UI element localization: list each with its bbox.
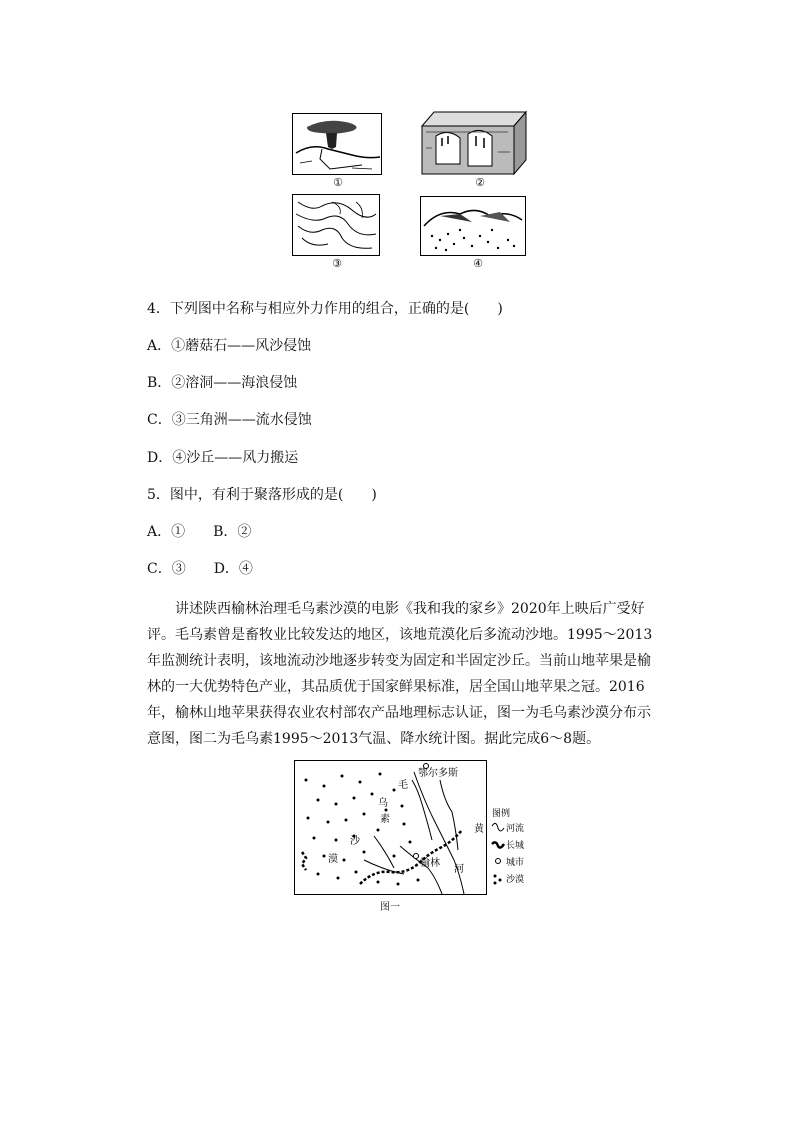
- question-4-option-a: A．①蘑菇石——风沙侵蚀: [147, 338, 312, 354]
- map-legend-river: 河流: [506, 824, 525, 834]
- question-5-stem: 5．图中，有利于聚落形成的是( ): [147, 487, 377, 503]
- question-5-options-row1: A．① B．②: [147, 524, 252, 540]
- figure-2-cave-block: [418, 108, 528, 175]
- map-legend-city: 城市: [506, 858, 525, 868]
- figure-3-caption: ③: [332, 257, 342, 270]
- figure-2-caption: ②: [475, 176, 485, 189]
- map-legend-title: 图例: [492, 809, 511, 819]
- question-4-stem: 4．下列图中名称与相应外力作用的组合，正确的是( ): [147, 301, 503, 317]
- river-legend-icon: [492, 823, 504, 831]
- map-label-sha: 沙: [350, 836, 360, 847]
- map-label-he: 河: [454, 864, 464, 875]
- reading-passage: 讲述陕西榆林治理毛乌素沙漠的电影《我和我的家乡》2020年上映后广受好评。毛乌素曾是畜牧业比较发达的地区，该地荒漠化后多流动沙地。1995～2013年监测统计表明，该地流动沙地逐步转变为固定和半固定沙丘。当前山地苹果是榆林的一大优势特色产业，其品质优于国家鲜果标准，居全国山地苹果之冠。2016年，榆林山地苹果获得农业农村部农产品地理标志认证，图一为毛乌素沙漠分布示意图，图二为毛乌素1995～2013气温、降水统计图。据此完成6～8题。: [147, 601, 653, 747]
- question-4-option-c: C．③三角洲——流水侵蚀: [147, 412, 312, 428]
- figure-4-caption: ④: [473, 257, 483, 270]
- figure-3-delta: [292, 194, 380, 256]
- map-legend-great-wall: 长城: [506, 841, 525, 851]
- map-label-huang: 黄: [474, 824, 484, 835]
- figure-1-caption: ①: [333, 176, 343, 189]
- mu-us-desert-map: [294, 760, 534, 902]
- question-5-options-row2: C．③ D．④: [147, 561, 253, 577]
- desert-legend-icon: [494, 875, 502, 885]
- question-4-option-d: D．④沙丘——风力搬运: [147, 450, 299, 466]
- map-city-yulin: [414, 854, 419, 859]
- city-legend-icon: [496, 859, 501, 864]
- map-label-yulin: 榆林: [420, 858, 440, 869]
- map-label-mo: 漠: [328, 854, 338, 865]
- figure-1-mushroom-rock: [292, 113, 382, 175]
- great-wall-legend-icon: [492, 842, 504, 847]
- map-label-mao: 毛: [398, 780, 408, 791]
- map-label-wu: 乌: [378, 798, 388, 809]
- map-label-su: 素: [380, 814, 390, 825]
- figure-4-sand-dunes: [420, 196, 526, 256]
- question-4-option-b: B．②溶洞——海浪侵蚀: [147, 375, 298, 391]
- map-legend-desert: 沙漠: [506, 875, 525, 885]
- map-caption: 图一: [380, 902, 400, 913]
- map-label-ordos: 鄂尔多斯: [418, 768, 458, 779]
